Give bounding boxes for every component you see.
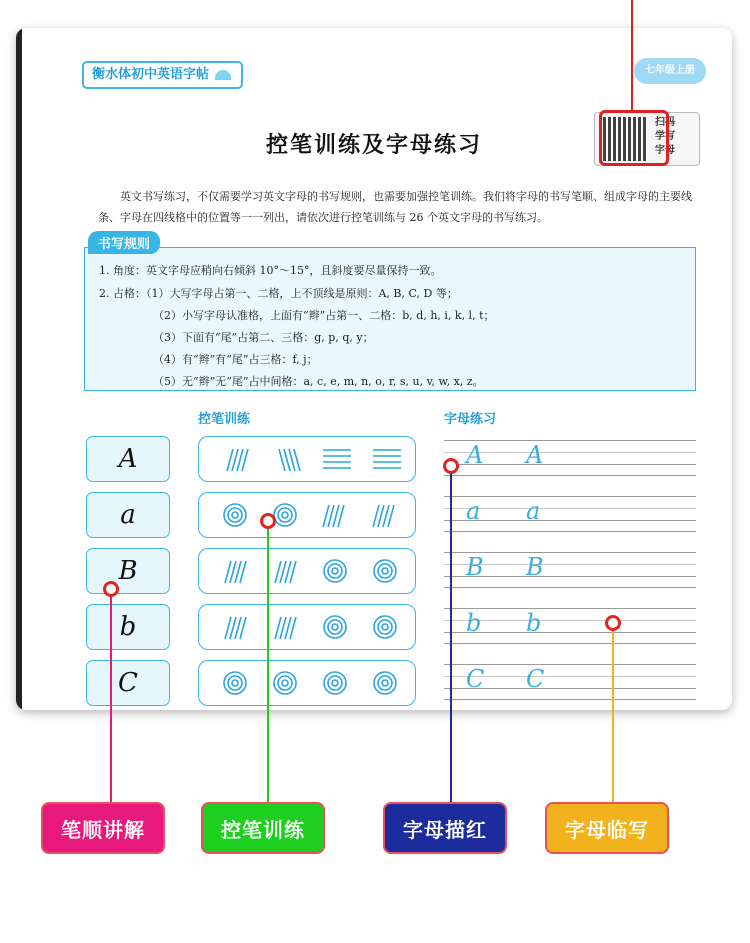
- letter-practice-row: [444, 552, 696, 588]
- letter-practice-row: [444, 440, 696, 476]
- stroke-box-b: b: [86, 604, 170, 650]
- trace-letter: a: [466, 497, 481, 525]
- trace-letter: C: [466, 665, 485, 693]
- spiral-lines-icon: [199, 493, 415, 537]
- trace-letter: B: [466, 553, 484, 581]
- copy-letter: b: [526, 609, 542, 637]
- slash-spiral-icon: [199, 549, 415, 593]
- copy-letter: A: [526, 441, 544, 469]
- stroke-marker-dot: [103, 581, 119, 597]
- pen-control-row: [198, 604, 416, 650]
- trace-callout-line: [450, 466, 452, 804]
- rule-angle: 1. 角度：英文字母应稍向右倾斜 10°～15°，且斜度要尽量保持一致。: [99, 264, 442, 277]
- rules-tag: 书写规则: [88, 231, 160, 254]
- letter-trace-label: 字母描红: [385, 804, 505, 852]
- brand-text: 衡水体初中英语字帖: [92, 67, 210, 82]
- letter-practice-row: [444, 608, 696, 644]
- pen-training-label: 控笔训练: [203, 804, 323, 852]
- trace-letter: A: [466, 441, 484, 469]
- rule-cells-5: （5）无“辫”无“尾”占中间格：a, c, e, m, n, o, r, s, u, v, w, x, z。: [153, 375, 484, 388]
- letter-practice-row: [444, 496, 696, 532]
- rule-cells-2: （2）小写字母认准格，上面有“辫”占第一、二格：b, d, h, i, k, l, t；: [153, 309, 495, 322]
- rules-box: [84, 247, 696, 391]
- copy-callout-line: [612, 624, 614, 804]
- qr-callout-line: [631, 0, 633, 110]
- letter-practice-row: [444, 664, 696, 700]
- pen-control-row: [198, 548, 416, 594]
- pen-control-row: [198, 660, 416, 706]
- slash-spiral-icon: [199, 605, 415, 649]
- copy-letter: C: [526, 665, 545, 693]
- stroke-order-label: 笔顺讲解: [43, 804, 163, 852]
- letters-section-title: 字母练习: [444, 412, 497, 427]
- spiral-row-icon: [199, 661, 415, 705]
- pen-control-row: [198, 492, 416, 538]
- stroke-box-C: C: [86, 660, 170, 706]
- pen-control-row: [198, 436, 416, 482]
- page-title: 控笔训练及字母练习: [265, 132, 482, 158]
- rule-cells: 2. 占格：（1）大写字母占第一、二格，上不顶线是原则：A, B, C, D 等；: [99, 287, 458, 300]
- stroke-box-a: a: [86, 492, 170, 538]
- copy-letter: a: [526, 497, 541, 525]
- workbook-page: [16, 28, 732, 710]
- rule-cells-4: （4）有“辫”有“尾”占三格：f, j；: [153, 353, 318, 366]
- pen-callout-line: [267, 520, 269, 804]
- stroke-box-B: B: [86, 548, 170, 594]
- copy-letter: B: [526, 553, 544, 581]
- pen-section-title: 控笔训练: [198, 412, 251, 427]
- grade-cloud-badge: 七年级上册: [634, 58, 706, 84]
- pen-marker-dot: [260, 513, 276, 529]
- letter-copy-label: 字母临写: [547, 804, 667, 852]
- stroke-box-A: A: [86, 436, 170, 482]
- qr-highlight-ring: [599, 110, 669, 166]
- trace-marker-dot: [443, 458, 459, 474]
- brand-badge: [82, 61, 243, 89]
- qr-caption: 扫码 学写 字母: [655, 117, 675, 156]
- trace-letter: b: [466, 609, 482, 637]
- slash-lines-icon: [199, 437, 415, 481]
- stroke-callout-line: [110, 588, 112, 804]
- rule-cells-3: （3）下面有“尾”占第二、三格：g, p, q, y；: [153, 331, 374, 344]
- umbrella-icon: [215, 70, 231, 80]
- copy-marker-dot: [605, 615, 621, 631]
- intro-paragraph: 英文书写练习，不仅需要学习英文字母的书写规则，也需要加强控笔训练。我们将字母的书写笔顺、组成字母的主要线条、字母在四线格中的位置等一一列出，请依次进行控笔训练与 26 个英文字母的书写练习。: [98, 190, 692, 224]
